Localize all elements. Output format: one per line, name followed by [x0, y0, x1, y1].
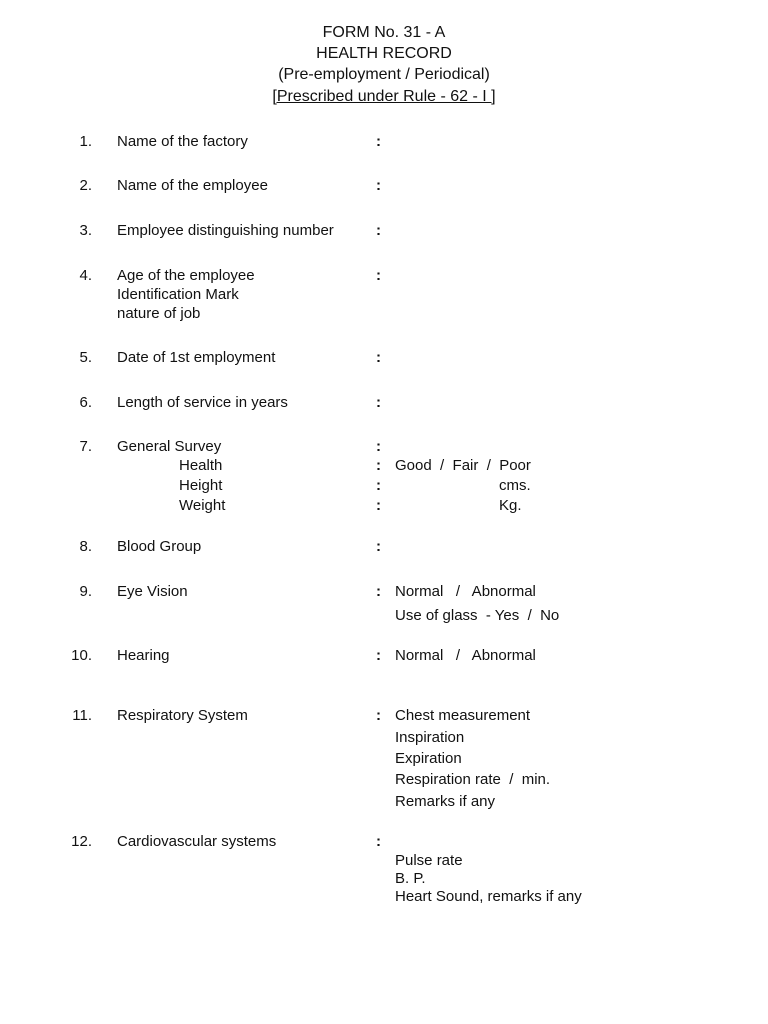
- item-label: Respiratory System: [117, 707, 248, 724]
- item-label: Employee distinguishing number: [117, 222, 334, 239]
- hearing-value: Normal / Abnormal: [395, 647, 536, 664]
- blood-pressure: B. P.: [395, 870, 426, 887]
- item-colon: :: [376, 177, 381, 194]
- form-title: HEALTH RECORD: [316, 45, 452, 62]
- height-unit: cms.: [499, 477, 531, 494]
- item-colon: :: [376, 133, 381, 150]
- item-number: 7.: [79, 438, 92, 455]
- chest-measurement: Chest measurement: [395, 707, 531, 724]
- item-number: 9.: [79, 583, 92, 600]
- item-number: 12.: [71, 833, 92, 850]
- health-colon: :: [376, 457, 381, 474]
- item-number: 8.: [79, 538, 92, 555]
- item-label-2: Identification Mark: [117, 286, 239, 303]
- weight-label: Weight: [179, 497, 226, 514]
- item-label: Date of 1st employment: [117, 349, 276, 366]
- item-colon: :: [376, 394, 381, 411]
- height-colon: :: [376, 477, 381, 494]
- item-colon: :: [376, 222, 381, 239]
- item-label-3: nature of job: [117, 305, 201, 322]
- item-label: General Survey: [117, 438, 222, 455]
- item-label: Hearing: [117, 647, 170, 664]
- item-label: Name of the factory: [117, 133, 248, 150]
- item-label: Eye Vision: [117, 583, 188, 600]
- health-label: Health: [179, 457, 223, 474]
- health-value: Good / Fair / Poor: [395, 457, 531, 474]
- item-label: Blood Group: [117, 538, 202, 555]
- item-number: 2.: [79, 177, 92, 194]
- respiratory-remarks: Remarks if any: [395, 793, 496, 810]
- item-label: Age of the employee: [117, 267, 255, 284]
- expiration: Expiration: [395, 750, 462, 767]
- vision-value: Normal / Abnormal: [395, 583, 536, 600]
- rule-reference: [Prescribed under Rule - 62 - I ]: [272, 88, 496, 105]
- item-colon: :: [376, 707, 381, 724]
- item-number: 3.: [79, 222, 92, 239]
- item-colon: :: [376, 647, 381, 664]
- item-colon: :: [376, 583, 381, 600]
- item-colon: :: [376, 538, 381, 555]
- item-colon: :: [376, 833, 381, 850]
- item-label: Cardiovascular systems: [117, 833, 277, 850]
- weight-unit: Kg.: [499, 497, 522, 514]
- item-label: Name of the employee: [117, 177, 268, 194]
- item-colon: :: [376, 349, 381, 366]
- form-subtitle: (Pre-employment / Periodical): [278, 66, 490, 83]
- item-label: Length of service in years: [117, 394, 288, 411]
- item-number: 10.: [71, 647, 92, 664]
- form-number: FORM No. 31 - A: [322, 24, 446, 41]
- glasses-value: Use of glass - Yes / No: [395, 607, 560, 624]
- respiration-rate: Respiration rate / min.: [395, 771, 551, 788]
- pulse-rate: Pulse rate: [395, 852, 463, 869]
- heart-sound: Heart Sound, remarks if any: [395, 888, 582, 905]
- item-number: 11.: [72, 707, 92, 724]
- item-colon: :: [376, 438, 381, 455]
- item-colon: :: [376, 267, 381, 284]
- item-number: 4.: [79, 267, 92, 284]
- item-number: 1.: [79, 133, 92, 150]
- inspiration: Inspiration: [395, 729, 465, 746]
- weight-colon: :: [376, 497, 381, 514]
- height-label: Height: [179, 477, 223, 494]
- item-number: 6.: [79, 394, 92, 411]
- item-number: 5.: [79, 349, 92, 366]
